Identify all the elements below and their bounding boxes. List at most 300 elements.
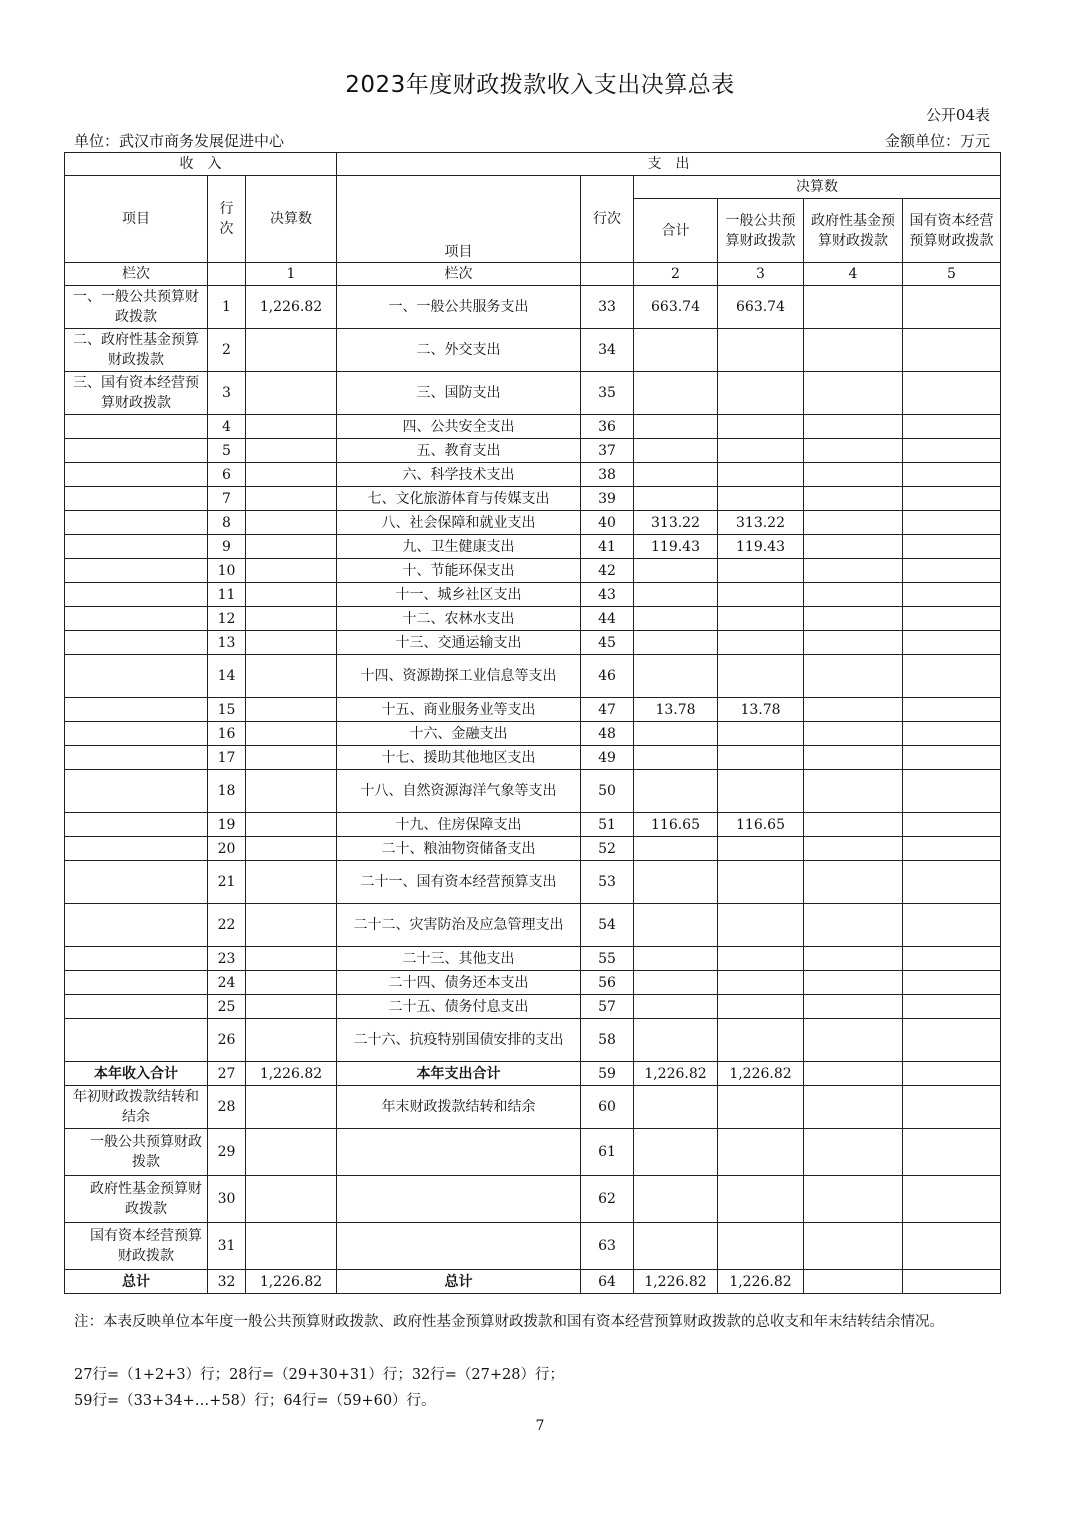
expense-general [718, 1129, 804, 1176]
income-amount: 1,226.82 [246, 1270, 337, 1294]
income-amount [246, 904, 337, 947]
expense-state [903, 511, 1001, 535]
expense-fund [804, 1223, 903, 1270]
income-item [65, 746, 208, 770]
income-item [65, 511, 208, 535]
expense-state [903, 559, 1001, 583]
expense-line: 49 [581, 746, 634, 770]
table-row [65, 535, 1001, 559]
income-amount [246, 1176, 337, 1223]
expense-line: 33 [581, 286, 634, 329]
expense-item: 五、教育支出 [337, 439, 581, 463]
expense-general [718, 655, 804, 698]
expense-item: 九、卫生健康支出 [337, 535, 581, 559]
expense-general: 1,226.82 [718, 1270, 804, 1294]
table-row [65, 583, 1001, 607]
income-item [65, 770, 208, 813]
table-row [65, 995, 1001, 1019]
expense-state [903, 746, 1001, 770]
expense-line: 35 [581, 372, 634, 415]
formula-line-1: 27行=（1+2+3）行；28行=（29+30+31）行；32行=（27+28）行； [74, 1367, 564, 1383]
expense-general [718, 487, 804, 511]
expense-general [718, 372, 804, 415]
income-line: 20 [208, 837, 246, 861]
seq-1: 1 [246, 263, 337, 286]
income-line: 10 [208, 559, 246, 583]
expense-total [634, 904, 718, 947]
expense-general [718, 439, 804, 463]
header-general: 一般公共预算财政拨款 [718, 199, 804, 263]
expense-general [718, 1176, 804, 1223]
income-item [65, 655, 208, 698]
header-income: 收 入 [65, 153, 337, 176]
income-amount [246, 535, 337, 559]
expense-total: 13.78 [634, 698, 718, 722]
income-amount [246, 415, 337, 439]
expense-line: 40 [581, 511, 634, 535]
expense-item: 二十六、抗疫特别国债安排的支出 [337, 1019, 581, 1062]
income-amount [246, 487, 337, 511]
expense-state [903, 770, 1001, 813]
expense-item: 总计 [337, 1270, 581, 1294]
expense-fund [804, 1019, 903, 1062]
expense-state [903, 286, 1001, 329]
expense-item: 十一、城乡社区支出 [337, 583, 581, 607]
expense-state [903, 583, 1001, 607]
expense-fund [804, 631, 903, 655]
income-line: 8 [208, 511, 246, 535]
income-item [65, 995, 208, 1019]
table-row [65, 1062, 1001, 1086]
income-amount [246, 1086, 337, 1129]
expense-general [718, 1086, 804, 1129]
expense-item: 十五、商业服务业等支出 [337, 698, 581, 722]
income-line: 19 [208, 813, 246, 837]
income-line: 4 [208, 415, 246, 439]
money-unit: 金额单位：万元 [884, 132, 990, 150]
expense-total [634, 631, 718, 655]
income-line: 11 [208, 583, 246, 607]
table-row [65, 286, 1001, 329]
expense-general [718, 722, 804, 746]
expense-line: 62 [581, 1176, 634, 1223]
expense-state [903, 1176, 1001, 1223]
expense-general [718, 463, 804, 487]
expense-fund [804, 947, 903, 971]
income-amount [246, 746, 337, 770]
income-line: 25 [208, 995, 246, 1019]
income-item: 政府性基金预算财政拨款 [65, 1176, 208, 1223]
expense-fund [804, 861, 903, 904]
expense-line: 34 [581, 329, 634, 372]
table-row [65, 607, 1001, 631]
expense-general: 119.43 [718, 535, 804, 559]
expense-fund [804, 722, 903, 746]
expense-total: 116.65 [634, 813, 718, 837]
expense-fund [804, 1270, 903, 1294]
expense-general [718, 971, 804, 995]
table-row [65, 372, 1001, 415]
expense-general [718, 583, 804, 607]
income-amount [246, 722, 337, 746]
expense-total [634, 655, 718, 698]
expense-total [634, 329, 718, 372]
header-income-item: 项目 [65, 176, 208, 263]
table-row [65, 329, 1001, 372]
expense-fund [804, 904, 903, 947]
income-item [65, 583, 208, 607]
expense-state [903, 607, 1001, 631]
expense-fund [804, 607, 903, 631]
expense-line: 57 [581, 995, 634, 1019]
income-amount: 1,226.82 [246, 1062, 337, 1086]
expense-total [634, 583, 718, 607]
expense-item: 二十五、债务付息支出 [337, 995, 581, 1019]
expense-line: 51 [581, 813, 634, 837]
expense-state [903, 655, 1001, 698]
expense-line: 42 [581, 559, 634, 583]
income-line: 22 [208, 904, 246, 947]
income-amount [246, 770, 337, 813]
expense-total [634, 1176, 718, 1223]
income-item [65, 1019, 208, 1062]
expense-line: 45 [581, 631, 634, 655]
seq-label-expense: 栏次 [337, 263, 581, 286]
expense-total [634, 837, 718, 861]
income-item [65, 535, 208, 559]
expense-line: 58 [581, 1019, 634, 1062]
expense-line: 44 [581, 607, 634, 631]
income-item: 三、国有资本经营预算财政拨款 [65, 372, 208, 415]
table-row [65, 487, 1001, 511]
seq-2: 2 [634, 263, 718, 286]
expense-total [634, 770, 718, 813]
formula-line-2: 59行=（33+34+…+58）行；64行=（59+60）行。 [74, 1393, 436, 1409]
expense-general [718, 861, 804, 904]
expense-fund [804, 770, 903, 813]
table-row [65, 463, 1001, 487]
expense-fund [804, 372, 903, 415]
income-amount [246, 1129, 337, 1176]
income-line: 26 [208, 1019, 246, 1062]
expense-line: 41 [581, 535, 634, 559]
expense-state [903, 415, 1001, 439]
expense-item: 四、公共安全支出 [337, 415, 581, 439]
income-amount [246, 511, 337, 535]
expense-item: 三、国防支出 [337, 372, 581, 415]
income-amount [246, 837, 337, 861]
table-row [65, 1223, 1001, 1270]
expense-general [718, 1223, 804, 1270]
income-item [65, 947, 208, 971]
expense-total: 663.74 [634, 286, 718, 329]
expense-general [718, 415, 804, 439]
expense-state [903, 372, 1001, 415]
income-line: 18 [208, 770, 246, 813]
expense-line: 38 [581, 463, 634, 487]
income-line: 17 [208, 746, 246, 770]
expense-state [903, 1270, 1001, 1294]
expense-fund [804, 329, 903, 372]
income-amount [246, 439, 337, 463]
expense-general [718, 770, 804, 813]
header-state: 国有资本经营预算财政拨款 [903, 199, 1001, 263]
income-line: 27 [208, 1062, 246, 1086]
income-line: 12 [208, 607, 246, 631]
expense-total [634, 1223, 718, 1270]
income-line: 31 [208, 1223, 246, 1270]
expense-total [634, 746, 718, 770]
expense-item: 十三、交通运输支出 [337, 631, 581, 655]
expense-fund [804, 813, 903, 837]
expense-general [718, 904, 804, 947]
table-row [65, 1176, 1001, 1223]
expense-total [634, 372, 718, 415]
expense-fund [804, 535, 903, 559]
expense-fund [804, 439, 903, 463]
header-total: 合计 [634, 199, 718, 263]
seq-5: 5 [903, 263, 1001, 286]
expense-item: 十六、金融支出 [337, 722, 581, 746]
income-line: 7 [208, 487, 246, 511]
income-line: 14 [208, 655, 246, 698]
income-item [65, 487, 208, 511]
expense-general [718, 559, 804, 583]
table-note: 注：本表反映单位本年度一般公共预算财政拨款、政府性基金预算财政拨款和国有资本经营预算财政拨款的总收支和年末结转结余情况。 [74, 1314, 944, 1330]
seq-3: 3 [718, 263, 804, 286]
expense-item: 十四、资源勘探工业信息等支出 [337, 655, 581, 698]
table-row [65, 1086, 1001, 1129]
table-row [65, 1019, 1001, 1062]
income-item: 年初财政拨款结转和结余 [65, 1086, 208, 1129]
expense-item: 十八、自然资源海洋气象等支出 [337, 770, 581, 813]
expense-state [903, 535, 1001, 559]
expense-state [903, 329, 1001, 372]
table-row [65, 415, 1001, 439]
income-item [65, 439, 208, 463]
expense-total [634, 947, 718, 971]
expense-line: 37 [581, 439, 634, 463]
income-line: 15 [208, 698, 246, 722]
income-line: 3 [208, 372, 246, 415]
income-amount [246, 861, 337, 904]
expense-general [718, 607, 804, 631]
income-line: 5 [208, 439, 246, 463]
table-row [65, 655, 1001, 698]
income-line: 23 [208, 947, 246, 971]
expense-general [718, 1019, 804, 1062]
expense-general [718, 746, 804, 770]
expense-line: 61 [581, 1129, 634, 1176]
table-row [65, 511, 1001, 535]
expense-item: 二十三、其他支出 [337, 947, 581, 971]
table-row [65, 746, 1001, 770]
expense-state [903, 1129, 1001, 1176]
seq-blank [208, 263, 246, 286]
expense-fund [804, 1086, 903, 1129]
income-amount [246, 583, 337, 607]
expense-total: 1,226.82 [634, 1270, 718, 1294]
expense-state [903, 995, 1001, 1019]
table-row [65, 1270, 1001, 1294]
table-row [65, 947, 1001, 971]
income-item [65, 607, 208, 631]
income-item [65, 813, 208, 837]
expense-fund [804, 1176, 903, 1223]
income-item: 本年收入合计 [65, 1062, 208, 1086]
income-item [65, 415, 208, 439]
income-item [65, 463, 208, 487]
expense-line: 63 [581, 1223, 634, 1270]
income-line: 32 [208, 1270, 246, 1294]
income-item [65, 971, 208, 995]
expense-item: 年末财政拨款结转和结余 [337, 1086, 581, 1129]
expense-total [634, 439, 718, 463]
expense-total [634, 971, 718, 995]
expense-item: 本年支出合计 [337, 1062, 581, 1086]
expense-total [634, 559, 718, 583]
income-item [65, 722, 208, 746]
income-amount [246, 329, 337, 372]
income-line: 1 [208, 286, 246, 329]
expense-fund [804, 415, 903, 439]
expense-fund [804, 1129, 903, 1176]
table-row [65, 904, 1001, 947]
expense-line: 47 [581, 698, 634, 722]
expense-state [903, 722, 1001, 746]
expense-line: 60 [581, 1086, 634, 1129]
expense-item [337, 1176, 581, 1223]
income-item [65, 698, 208, 722]
expense-state [903, 631, 1001, 655]
table-row [65, 631, 1001, 655]
expense-item: 六、科学技术支出 [337, 463, 581, 487]
expense-total [634, 1086, 718, 1129]
expense-fund [804, 511, 903, 535]
income-item [65, 631, 208, 655]
income-line: 30 [208, 1176, 246, 1223]
expense-state [903, 439, 1001, 463]
table-row [65, 813, 1001, 837]
expense-line: 59 [581, 1062, 634, 1086]
expense-total [634, 995, 718, 1019]
expense-item: 二十一、国有资本经营预算支出 [337, 861, 581, 904]
expense-total: 119.43 [634, 535, 718, 559]
expense-fund [804, 971, 903, 995]
expense-fund [804, 286, 903, 329]
expense-item [337, 1223, 581, 1270]
expense-general: 313.22 [718, 511, 804, 535]
expense-fund [804, 655, 903, 698]
expense-total [634, 1129, 718, 1176]
expense-item: 八、社会保障和就业支出 [337, 511, 581, 535]
expense-fund [804, 583, 903, 607]
table-code: 公开04表 [925, 106, 990, 124]
income-amount: 1,226.82 [246, 286, 337, 329]
expense-fund [804, 463, 903, 487]
expense-state [903, 698, 1001, 722]
expense-fund [804, 837, 903, 861]
income-amount [246, 463, 337, 487]
expense-line: 64 [581, 1270, 634, 1294]
header-income-amount: 决算数 [246, 176, 337, 263]
income-line: 29 [208, 1129, 246, 1176]
expense-general: 116.65 [718, 813, 804, 837]
expense-item: 十九、住房保障支出 [337, 813, 581, 837]
income-line: 2 [208, 329, 246, 372]
expense-state [903, 837, 1001, 861]
expense-general [718, 329, 804, 372]
expense-line: 43 [581, 583, 634, 607]
table-row [65, 722, 1001, 746]
expense-state [903, 971, 1001, 995]
table-row [65, 861, 1001, 904]
expense-total [634, 487, 718, 511]
expense-general [718, 631, 804, 655]
income-line: 13 [208, 631, 246, 655]
expense-state [903, 813, 1001, 837]
table-row [65, 698, 1001, 722]
budget-table [64, 152, 1001, 1294]
expense-general: 663.74 [718, 286, 804, 329]
seq-label-income: 栏次 [65, 263, 208, 286]
income-item [65, 559, 208, 583]
header-expense-amount: 决算数 [634, 176, 1001, 199]
income-line: 16 [208, 722, 246, 746]
expense-item: 二十四、债务还本支出 [337, 971, 581, 995]
income-amount [246, 1019, 337, 1062]
expense-fund [804, 559, 903, 583]
income-amount [246, 995, 337, 1019]
expense-fund [804, 698, 903, 722]
seq-blank-2 [581, 263, 634, 286]
income-item: 一般公共预算财政拨款 [65, 1129, 208, 1176]
unit-label: 单位：武汉市商务发展促进中心 [74, 132, 285, 150]
expense-fund [804, 995, 903, 1019]
expense-general: 1,226.82 [718, 1062, 804, 1086]
expense-total: 313.22 [634, 511, 718, 535]
table-row [65, 837, 1001, 861]
expense-state [903, 1086, 1001, 1129]
expense-state [903, 463, 1001, 487]
expense-item: 二十二、灾害防治及应急管理支出 [337, 904, 581, 947]
expense-item: 一、一般公共服务支出 [337, 286, 581, 329]
table-row [65, 439, 1001, 463]
expense-line: 39 [581, 487, 634, 511]
income-amount [246, 655, 337, 698]
expense-item: 二、外交支出 [337, 329, 581, 372]
income-amount [246, 1223, 337, 1270]
expense-total [634, 1019, 718, 1062]
table-row [65, 1129, 1001, 1176]
expense-state [903, 487, 1001, 511]
expense-line: 48 [581, 722, 634, 746]
expense-fund [804, 1062, 903, 1086]
expense-total [634, 861, 718, 904]
expense-state [903, 947, 1001, 971]
table-row [65, 971, 1001, 995]
expense-item: 七、文化旅游体育与传媒支出 [337, 487, 581, 511]
expense-line: 50 [581, 770, 634, 813]
expense-line: 54 [581, 904, 634, 947]
expense-general [718, 837, 804, 861]
expense-item: 十七、援助其他地区支出 [337, 746, 581, 770]
expense-total [634, 415, 718, 439]
header-fund: 政府性基金预算财政拨款 [804, 199, 903, 263]
expense-general [718, 947, 804, 971]
expense-total: 1,226.82 [634, 1062, 718, 1086]
expense-general [718, 995, 804, 1019]
